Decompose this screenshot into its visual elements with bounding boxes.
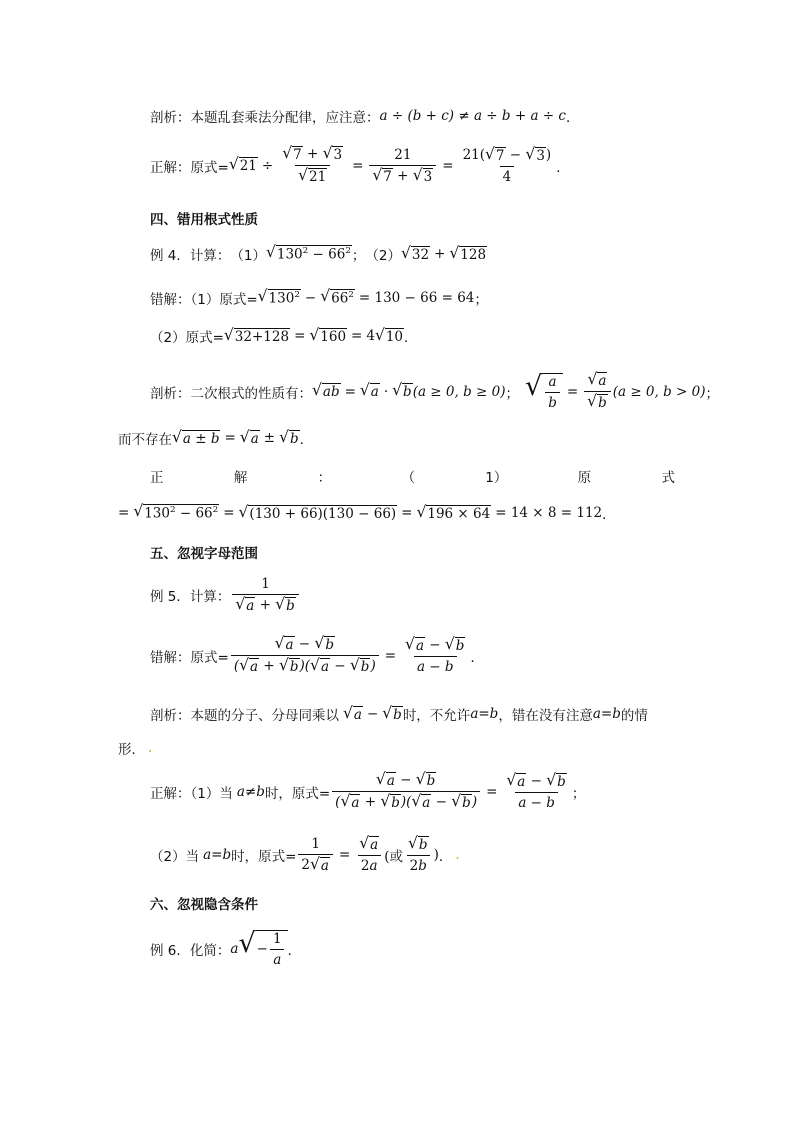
part-2-label: （2）原式= <box>150 330 224 346</box>
heading-5: 五、忽视字母范围 <box>150 546 258 562</box>
word: （ <box>401 470 415 486</box>
example-label: 例 5．计算： <box>150 589 231 605</box>
wrong-4a: 错解：（1）原式= √ $130^2$ − √ $66^2$ = 130 − 66 = 64 ； <box>150 287 488 308</box>
heading-6: 六、忽视隐含条件 <box>150 897 258 913</box>
word: 1） <box>485 470 508 486</box>
text: ，错在没有注意 <box>498 708 593 724</box>
correct-4b: = √ $130^2 - 66^2$ = √ (130 + 66)(130 − 66) = √ 196 × 64 = 14 × 8 = 112 ． <box>118 502 616 523</box>
condition: a=b <box>592 706 621 722</box>
word: ： <box>317 470 332 486</box>
result: = 14 × 8 = 112 <box>495 505 603 521</box>
part-2-label: （2）当 <box>150 849 200 865</box>
wrong-label: 错解：（1）原式= <box>150 292 258 308</box>
semicolon: ； <box>571 785 586 802</box>
sqrt-21: √ 21 <box>228 155 257 174</box>
solution-label: 正解：（1）当 <box>150 785 233 802</box>
text: 时，原式= <box>231 849 297 865</box>
correct-4-heading <box>150 466 675 486</box>
period: ． <box>404 330 418 346</box>
word: 解 <box>233 470 248 486</box>
sqrt-130-66: √ $130^2 - 66^2$ <box>265 243 351 263</box>
part-2-label: （2） <box>365 248 401 264</box>
close-paren: ) <box>433 847 439 863</box>
analysis-5: 剖析：本题的分子、分母同乘以 √ a − √ b 时，不允许 a=b ，错在没有注意 a=b 的情 <box>150 703 648 724</box>
period: ． <box>438 849 453 865</box>
separator: ； <box>505 385 519 402</box>
text: 形． <box>118 742 145 758</box>
period: ． <box>602 507 616 523</box>
example-label: 例 4．计算： <box>150 248 231 264</box>
analysis-5b: 形． . <box>118 740 153 758</box>
text: 的情 <box>620 708 648 724</box>
correct-5b: （2）当 a=b 时，原式= 1 2 √ a = √ a 2a (或 √ b 2b ) ． . <box>150 834 460 874</box>
example-label: 例 6．化简： <box>150 943 231 959</box>
part-1-label: （1） <box>230 248 266 264</box>
condition-2: (a ≥ 0, b > 0) <box>612 383 706 400</box>
condition: a≠b <box>236 783 265 800</box>
formula-distributive: a ÷ (b + c) ≠ a ÷ b + a ÷ c <box>379 108 566 124</box>
result: = 130 − 66 = 64 <box>358 290 475 306</box>
analysis-label: 剖析：本题的分子、分母同乘以 <box>150 708 339 724</box>
text: 时，不允许 <box>402 708 471 724</box>
wrong-label: 错解：原式= <box>150 649 229 666</box>
condition: a=b <box>470 706 499 722</box>
or-label: (或 <box>384 849 404 865</box>
period: ． <box>556 159 570 176</box>
fraction-3: 21( √ 7 − √ 3 ) 4 <box>462 144 552 185</box>
not-exist-label: 而不存在 <box>118 432 172 448</box>
solution-line-2: 正解：原式= √ 21 ÷ √ 7 + √ 3 √ 21 = 21 √ 7 + √ 3 = 21( √ 7 − √ 3 ) 4 ． <box>150 144 570 185</box>
example-5: 例 5．计算： 1 √ a + √ b <box>150 576 301 614</box>
heading-4: 四、错用根式性质 <box>150 212 258 228</box>
period: ． <box>470 649 484 666</box>
word: 原 <box>577 470 592 486</box>
text: 时，原式= <box>264 785 331 802</box>
fraction-2: 21 √ 7 + √ 3 <box>369 147 436 185</box>
example-6: 例 6．化简： a √ − $\frac{1}{a}$ ． <box>150 928 302 968</box>
wrong-4b: （2）原式= √ 32+128 = √ 160 = 4 √ 10 ． <box>150 325 418 346</box>
fraction-1: √ 7 + √ 3 √ 21 <box>282 144 343 185</box>
wrong-5: 错解：原式= √ a − √ b ( √ a + √ b )( √ a − √ b ) = √ a − √ b a − b ． <box>150 634 484 675</box>
analysis-4b: 而不存在 √ a ± b = √ a ± √ b ． <box>118 427 314 448</box>
word: 正 <box>150 470 164 486</box>
condition: a=b <box>203 847 232 863</box>
example-4: 例 4．计算： （1） √ $130^2 - 66^2$ ； （2） √ 32 + √ 128 <box>150 243 487 264</box>
correct-5a: 正解：（1）当 a≠b 时，原式= √ a − √ b ( √ a + √ b )( √ a − √ b ) = √ a − √ b a − b ； <box>150 770 586 811</box>
analysis-label: 剖析：二次根式的性质有： <box>150 385 312 402</box>
period: ． <box>287 943 302 959</box>
period: ． <box>299 432 314 448</box>
analysis-line-1 <box>150 106 579 126</box>
word: 式 <box>661 470 675 486</box>
condition-1: (a ≥ 0, b ≥ 0) <box>412 383 506 400</box>
analysis-label: 剖析：本题乱套乘法分配律，应注意： <box>150 110 380 126</box>
semicolon: ； <box>474 292 488 308</box>
solution-label: 正解：原式= <box>150 159 229 176</box>
analysis-4: 剖析：二次根式的性质有： √ ab = √ a · √ b (a ≥ 0, b ≥ 0) ； √ $\frac{a}{b}$ = √ a √ b (a ≥ 0, b > 0) ； <box>150 370 719 411</box>
semicolon: ； <box>705 385 719 402</box>
separator: ； <box>351 248 366 264</box>
period: ． <box>565 110 580 126</box>
